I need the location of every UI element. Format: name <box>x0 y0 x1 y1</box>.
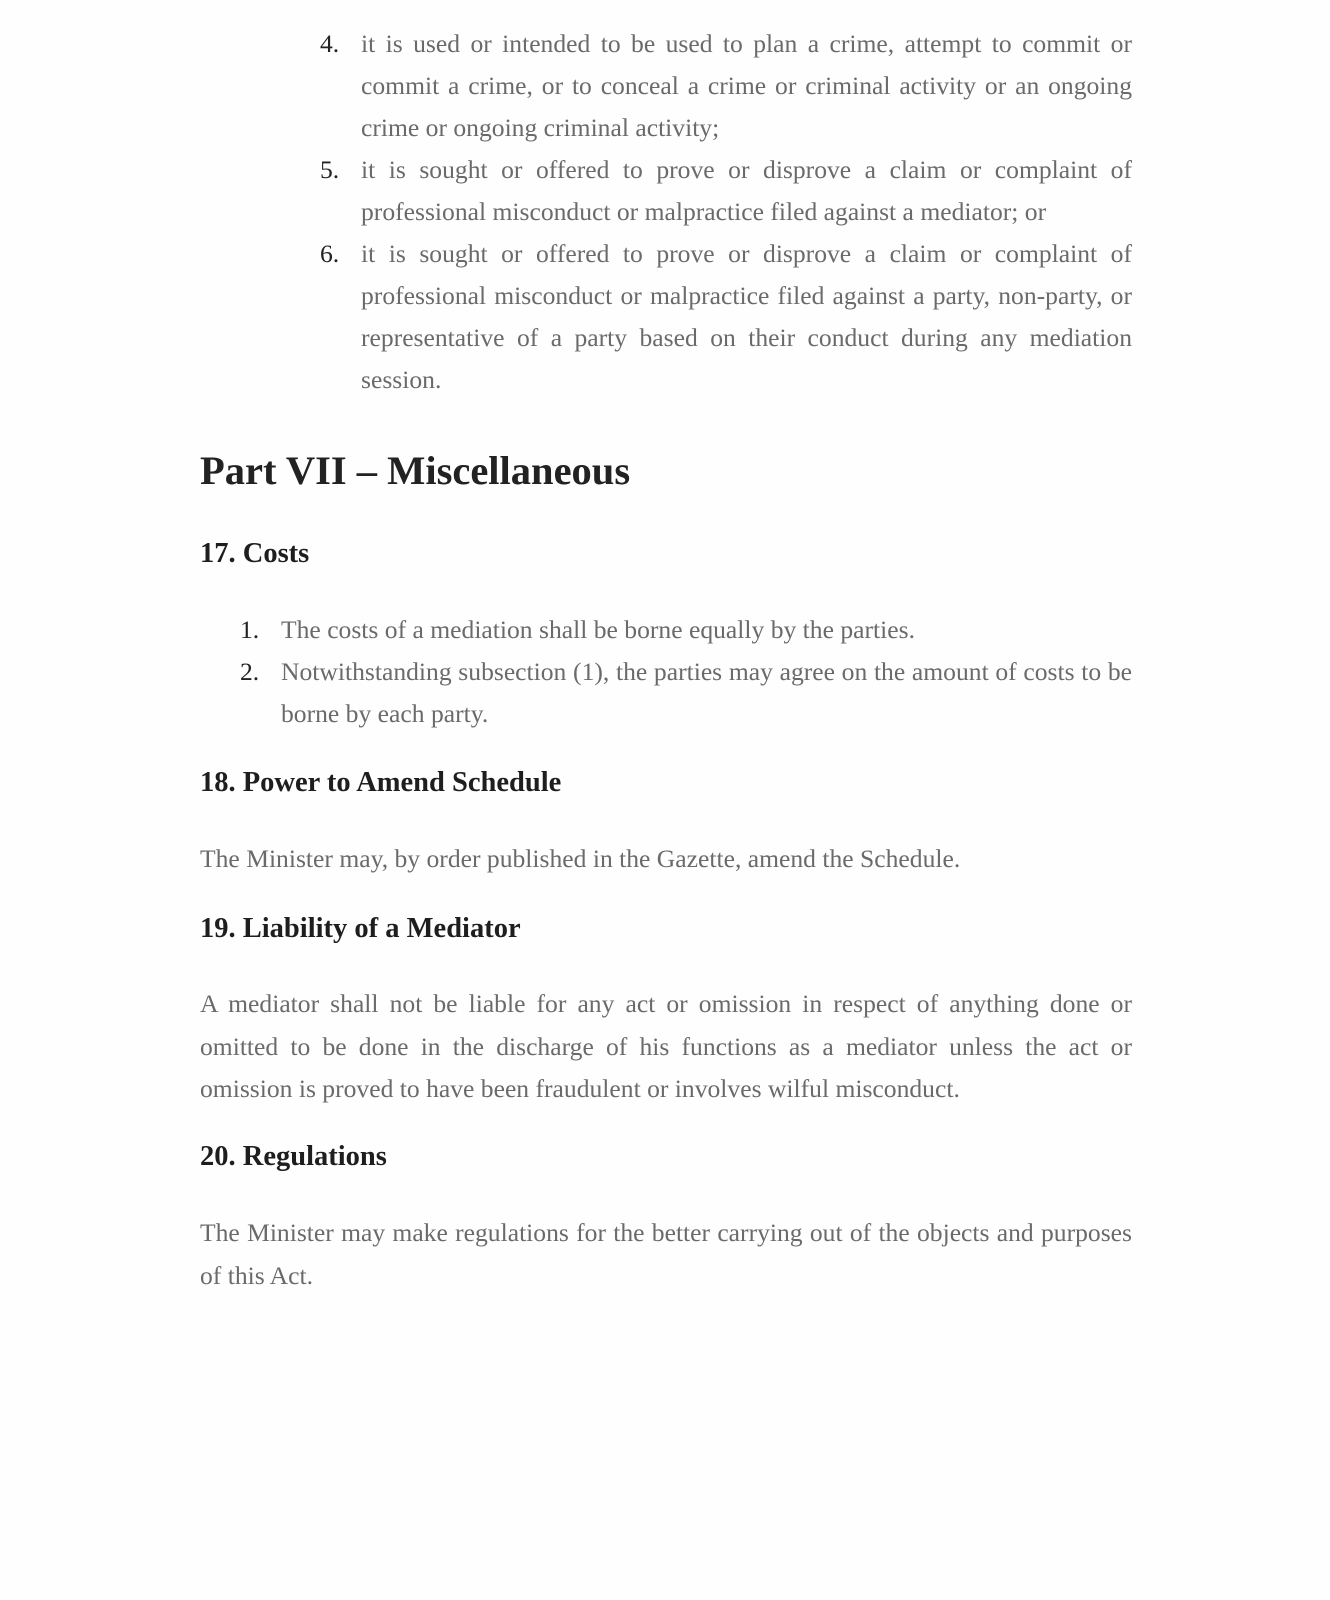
list-item-text: it is sought or offered to prove or disprove a claim or complaint of professional misconduct or malpractice filed against a mediator; or <box>361 155 1132 226</box>
list-item-number: 6. <box>320 239 340 268</box>
section-heading-costs: 17. Costs <box>200 538 310 569</box>
list-item-number: 4. <box>320 29 340 58</box>
list-item <box>320 233 1132 401</box>
section-heading-amend-schedule: 18. Power to Amend Schedule <box>200 767 562 798</box>
part-heading: Part VII – Miscellaneous <box>200 448 631 493</box>
list-item <box>240 651 1132 735</box>
list-item-text: The costs of a mediation shall be borne equally by the parties. <box>281 615 915 644</box>
section-heading-regulations: 20. Regulations <box>200 1141 387 1172</box>
continued-subsection-list <box>320 23 1132 401</box>
list-item-number: 5. <box>320 155 340 184</box>
section-body-amend-schedule: The Minister may, by order published in the Gazette, amend the Schedule. <box>200 844 961 873</box>
list-item <box>320 23 1132 149</box>
list-item-text: it is used or intended to be used to plan a crime, attempt to commit or commit a crime, or to conceal a crime or criminal activity or an ongoing crime or ongoing criminal activity; <box>361 29 1132 142</box>
costs-subsection-list <box>240 609 1132 735</box>
section-body-liability: A mediator shall not be liable for any act or omission in respect of anything done or omitted to be done in the discharge of his functions as a mediator unless the act or omission is proved to have been fraudulent or involves wilful misconduct. <box>200 989 1132 1103</box>
list-item-number: 1. <box>240 615 260 644</box>
list-item-text: Notwithstanding subsection (1), the parties may agree on the amount of costs to be borne by each party. <box>281 657 1132 728</box>
section-heading-liability: 19. Liability of a Mediator <box>200 913 521 944</box>
list-item-number: 2. <box>240 657 260 686</box>
list-item-text: it is sought or offered to prove or disprove a claim or complaint of professional misconduct or malpractice filed against a party, non-party, or representative of a party based on their conduct during any mediation session. <box>361 239 1132 394</box>
list-item <box>240 609 1132 651</box>
list-item <box>320 149 1132 233</box>
section-body-regulations: The Minister may make regulations for the better carrying out of the objects and purposes of this Act. <box>200 1218 1132 1290</box>
